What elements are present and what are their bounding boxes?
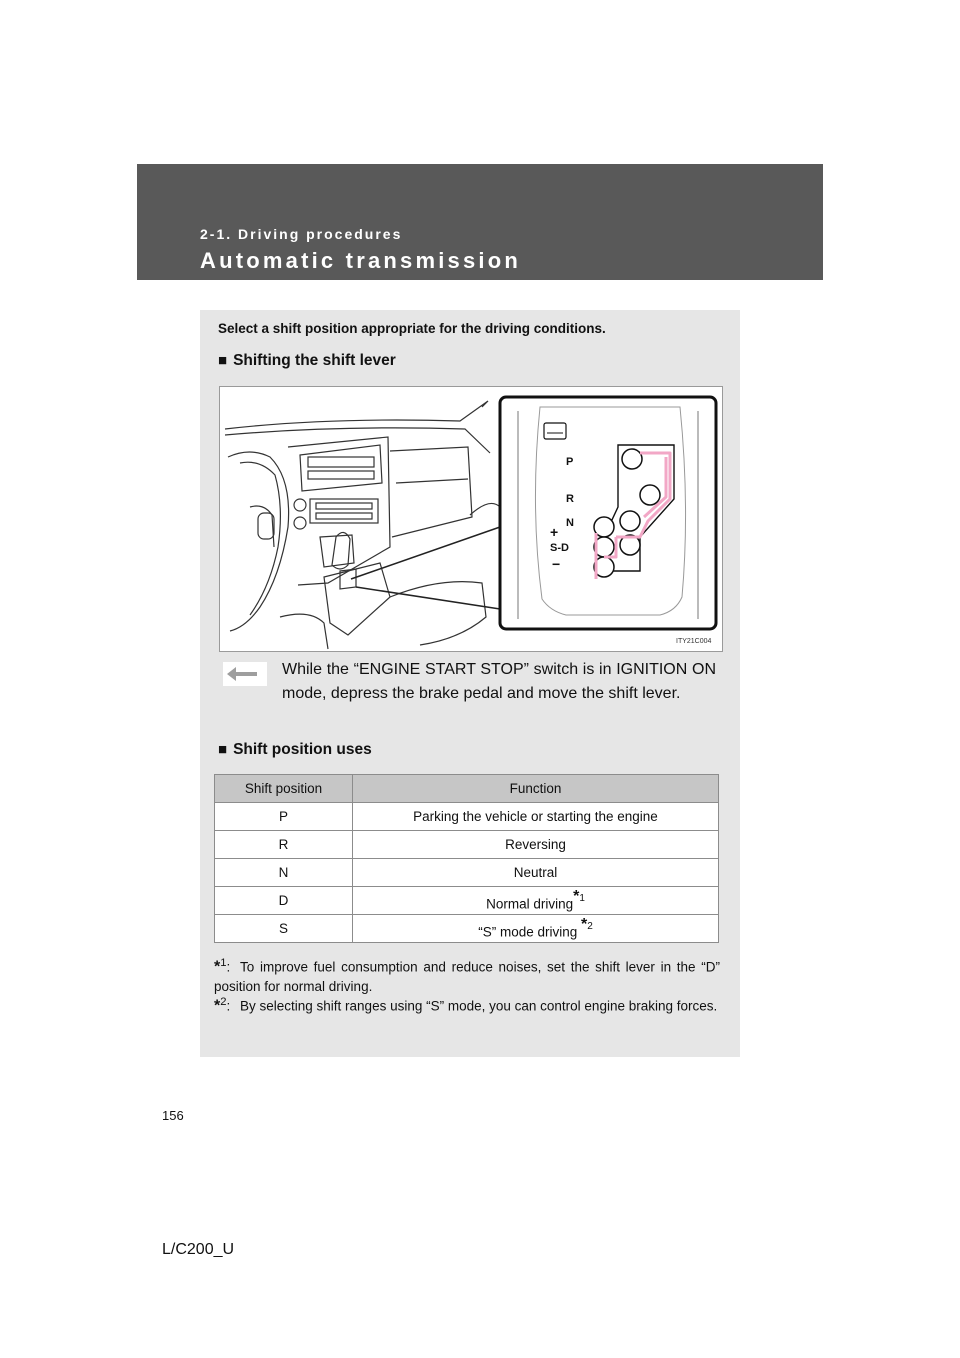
footnote-2	[214, 993, 720, 1016]
footnote-ref: *1	[573, 887, 585, 905]
footnote-ref-number: 2	[587, 920, 593, 932]
function-text: Parking the vehicle or starting the engine	[413, 809, 658, 824]
section-header-band	[137, 164, 823, 280]
shift-lever-illustration	[219, 386, 723, 652]
dashboard-drawing	[225, 401, 502, 649]
legend-arrow-key	[223, 662, 267, 686]
shift-position-table	[214, 774, 719, 943]
shifting-heading	[218, 352, 396, 370]
footnote-mark: *$^1$:	[214, 957, 231, 976]
table-row	[215, 887, 719, 915]
table-row	[215, 803, 719, 831]
function-text: “S” mode driving	[478, 924, 581, 940]
footnote-mark: *$^2$:	[214, 996, 231, 1015]
gate-label-s-d: S-D	[550, 542, 569, 554]
position-cell: D	[215, 887, 353, 915]
uses-heading	[218, 741, 372, 759]
function-cell	[353, 915, 719, 943]
table-header-row	[215, 775, 719, 803]
function-cell	[353, 803, 719, 831]
figure-code: ITY21C004	[676, 638, 712, 645]
document-code: L/C200_U	[162, 1241, 235, 1258]
shift-instruction: While the “ENGINE START STOP” switch is in IGNITION ON mode, depress the brake pedal and move the shift lever.	[282, 661, 716, 702]
footnote-mark-number: 1	[220, 957, 227, 969]
square-bullet-icon: ■	[218, 741, 228, 758]
footnote-mark-number: 2	[220, 996, 227, 1008]
position-cell: N	[215, 859, 353, 887]
shift-gate-detail	[500, 397, 716, 629]
table-row	[215, 831, 719, 859]
function-cell	[353, 887, 719, 915]
function-cell	[353, 831, 719, 859]
footnote-text: By selecting shift ranges using “S” mode, you can control engine braking forces.	[240, 998, 718, 1014]
header-shift-position: Shift position	[215, 775, 353, 803]
function-text: Reversing	[505, 837, 566, 852]
footnote-ref: *2	[581, 915, 593, 933]
footnote-text: To improve fuel consumption and reduce noises, set the shift lever in the “D” position for normal driving.	[214, 959, 720, 994]
gate-label-minus: −	[552, 556, 561, 572]
content-panel	[200, 310, 740, 1057]
page-number: 156	[162, 1108, 184, 1123]
function-text: Neutral	[513, 865, 558, 880]
page-title: Automatic transmission	[200, 248, 522, 273]
function-cell	[353, 859, 719, 887]
gate-label-p: P	[566, 456, 574, 468]
gate-label-r: R	[566, 493, 574, 505]
gate-label-plus: +	[550, 524, 559, 540]
shifting-heading-label: Shifting the shift lever	[233, 352, 396, 369]
gate-label-n: N	[566, 517, 574, 529]
footnote-ref-number: 1	[579, 892, 585, 904]
header-function: Function	[353, 775, 719, 803]
position-cell: S	[215, 915, 353, 943]
footnote-1	[214, 954, 720, 996]
left-arrow-icon	[223, 662, 267, 686]
table-row	[215, 915, 719, 943]
uses-heading-label: Shift position uses	[233, 741, 372, 758]
position-cell: R	[215, 831, 353, 859]
section-label: 2-1. Driving procedures	[200, 226, 403, 242]
intro-text: Select a shift position appropriate for the driving conditions.	[218, 321, 606, 336]
function-text: Normal driving	[486, 896, 574, 912]
square-bullet-icon: ■	[218, 352, 228, 369]
table-row	[215, 859, 719, 887]
position-cell: P	[215, 803, 353, 831]
